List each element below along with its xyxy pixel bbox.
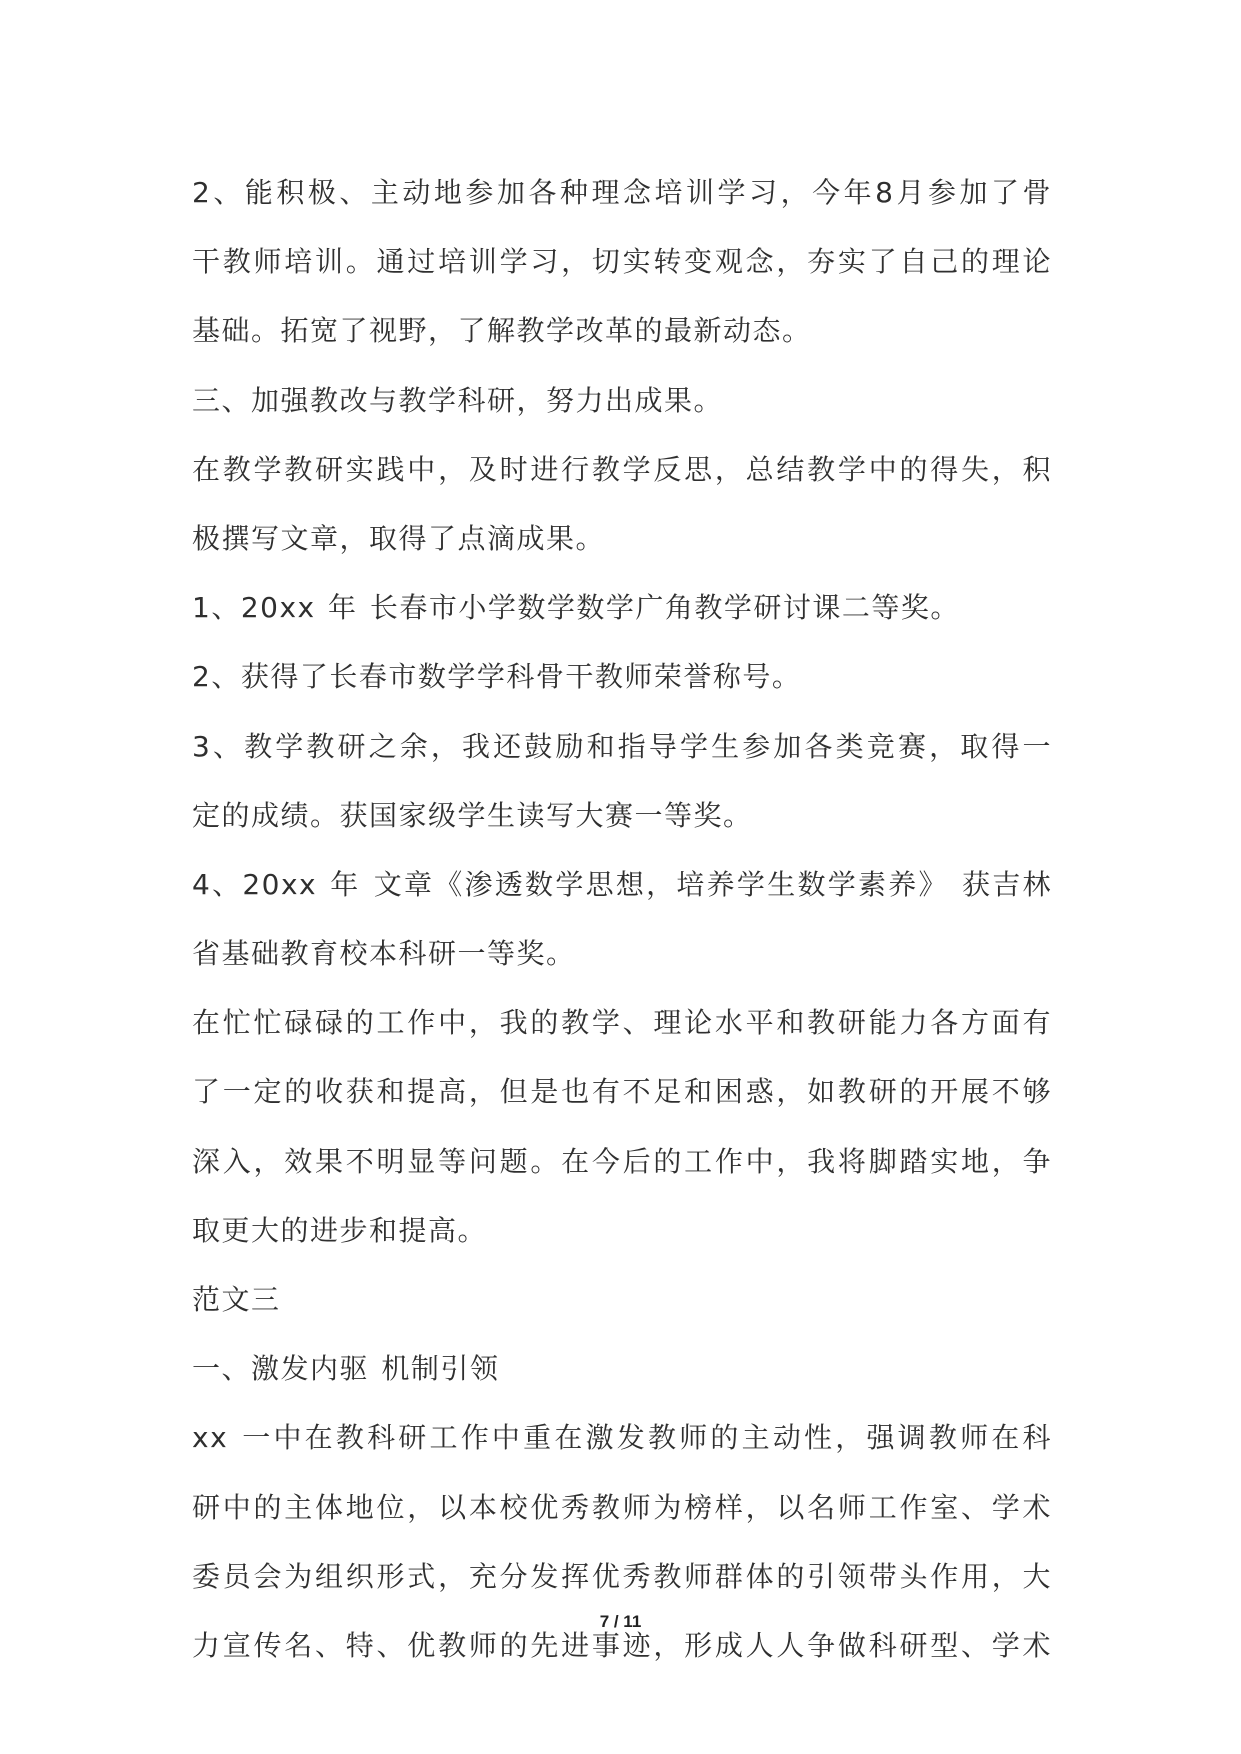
text-line: 研中的主体地位，以本校优秀教师为榜样，以名师工作室、学术 [192,1490,1052,1524]
text-line: 省基础教育校本科研一等奖。 [192,937,576,971]
text-line: 了一定的收获和提高，但是也有不足和困惑，如教研的开展不够 [192,1075,1052,1109]
text-line: 取更大的进步和提高。 [192,1213,488,1247]
text-line: 2、能积极、主动地参加各种理念培训学习，今年8月参加了骨 [192,176,1052,209]
text-line: 在忙忙碌碌的工作中，我的教学、理论水平和教研能力各方面有 [192,1006,1052,1040]
text-line: 基础。拓宽了视野，了解教学改革的最新动态。 [192,314,812,348]
document-body [192,158,1052,1680]
text-line: 定的成绩。获国家级学生读写大赛一等奖。 [192,798,753,832]
text-line: xx 一中在教科研工作中重在激发教师的主动性，强调教师在科 [192,1421,1052,1455]
text-line: 在教学教研实践中，及时进行教学反思，总结教学中的得失，积 [192,452,1052,486]
text-line: 干教师培训。通过培训学习，切实转变观念，夯实了自己的理论 [192,245,1052,279]
text-line: 深入，效果不明显等问题。在今后的工作中，我将脚踏实地，争 [192,1144,1052,1178]
section-heading: 三、加强教改与教学科研，努力出成果。 [192,383,724,417]
text-line: 委员会为组织形式，充分发挥优秀教师群体的引领带头作用，大 [192,1559,1052,1593]
list-item: 1、20xx 年 长春市小学数学数学广角教学研讨课二等奖。 [192,591,960,625]
list-item: 4、20xx 年 文章《渗透数学思想，培养学生数学素养》 获吉林 [192,867,1052,901]
text-line: 力宣传名、特、优教师的先进事迹，形成人人争做科研型、学术 [192,1628,1052,1662]
section-title: 范文三 [192,1283,281,1316]
list-item: 3、教学教研之余，我还鼓励和指导学生参加各类竞赛，取得一 [192,729,1052,763]
text-line: 极撰写文章，取得了点滴成果。 [192,521,606,555]
page-number: 7 / 11 [599,1612,642,1631]
section-heading: 一、激发内驱 机制引领 [192,1352,500,1386]
list-item: 2、获得了长春市数学学科骨干教师荣誉称号。 [192,660,802,694]
